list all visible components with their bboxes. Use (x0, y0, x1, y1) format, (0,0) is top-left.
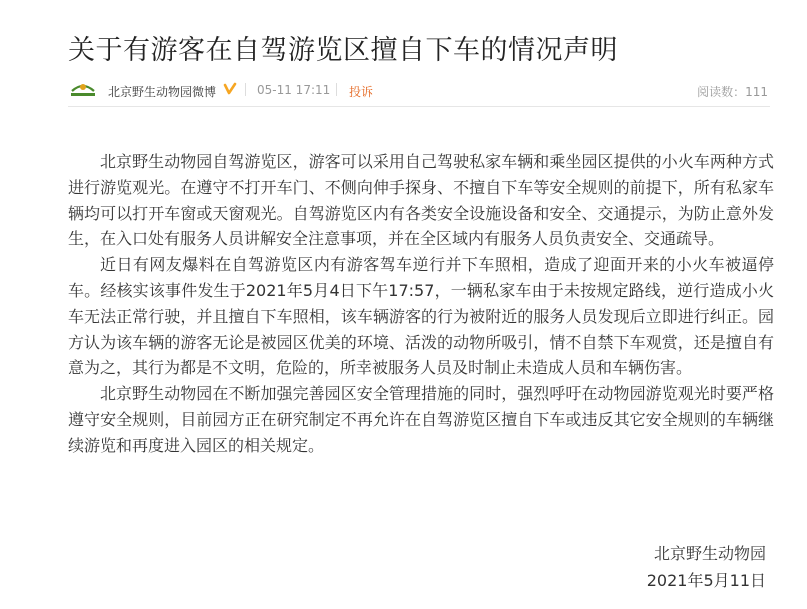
signature-block (647, 540, 766, 594)
author-link[interactable]: 北京野生动物园微博 (108, 85, 217, 99)
read-count: 阅读数：111 (697, 85, 768, 99)
verified-v-badge-icon (223, 82, 237, 96)
meta-separator (245, 83, 246, 96)
body-paragraph: 近日有网友爆料在自驾游览区内有游客驾车逆行并下车照相，造成了迎面开来的小火车被逼停车。经核实该事件发生于2021年5月4日下午17:57，一辆私家车由于未按规定路线，逆行造成小火车无法正常行驶，并且擅自下车照相，该车辆游客的行为被附近的服务人员发现后立即进行纠正。园方认为该车辆的游客无论是被园区优美的环境、活泼的动物所吸引，情不自禁下车观赏，还是擅自有意为之，其行为都是不文明，危险的，所幸被服务人员及时制止未造成人员和车辆伤害。 (68, 255, 774, 378)
article-title: 关于有游客在自驾游览区擅自下车的情况声明 (68, 35, 618, 66)
article-meta-bar (68, 80, 770, 100)
publish-time: 05-11 17:11 (257, 83, 331, 97)
body-paragraph: 北京野生动物园在不断加强完善园区安全管理措施的同时，强烈呼吁在动物园游览观光时要严格遵守安全规则，目前园方正在研究制定不再允许在自驾游览区擅自下车或违反其它安全规则的车辆继续游览和再度进入园区的相关规定。 (68, 384, 774, 455)
header-divider (68, 106, 770, 107)
signature-date: 2021年5月11日 (646, 571, 766, 590)
zoo-logo-icon[interactable] (68, 80, 98, 100)
signature-org: 北京野生动物园 (653, 544, 766, 563)
meta-separator (336, 83, 337, 96)
article-body (68, 149, 774, 459)
body-paragraph: 北京野生动物园自驾游览区，游客可以采用自己驾驶私家车辆和乘坐园区提供的小火车两种方式进行游览观光。在遵守不打开车门、不侧向伸手探身、不擅自下车等安全规则的前提下，所有私家车辆均可以打开车窗或天窗观光。自驾游览区内有各类安全设施设备和安全、交通提示，为防止意外发生，在入口处有服务人员讲解安全注意事项，并在全区域内有服务人员负责安全、交通疏导。 (68, 152, 774, 249)
report-link[interactable]: 投诉 (349, 85, 374, 99)
